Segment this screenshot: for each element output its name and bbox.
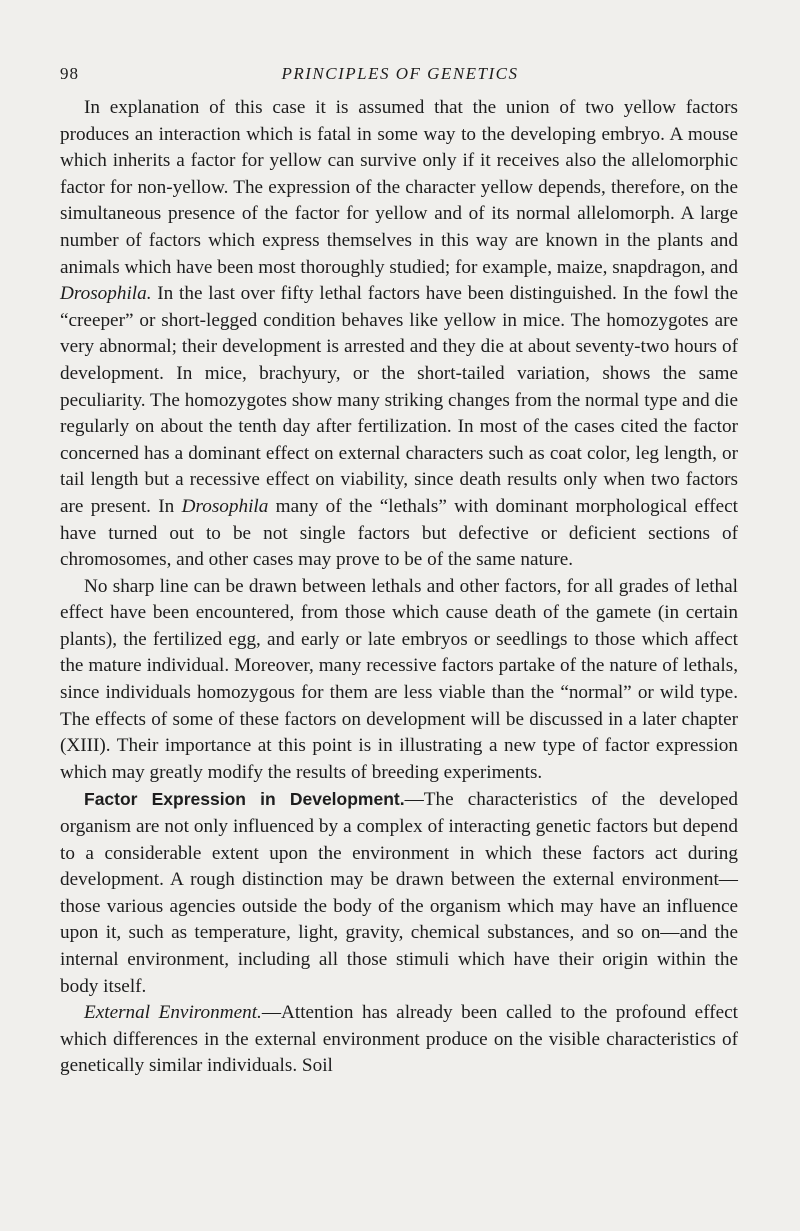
paragraph-text: No sharp line can be drawn between lethals and other factors, for all grades of lethal effect have been encountered, from those which cause death of the gamete (in certain plants), the fertilized egg, and early or late embryos or seedlings to those which affect the mature individual. Moreover, many recessive factors partake of the nature of lethals, since individuals homozygous for them are less viable than the “normal” or wild type. The effects of some of these factors on development will be discussed in a later chapter (XIII). Their importance at this point is in illustrating a new type of factor expression which may greatly modify the results of breeding experiments. [60,575,738,783]
paragraph-text: —Attention has already been called to the profound effect which differences in the external environment produce on the visible characteristics of genetically similar individuals. Soil [60,1002,738,1077]
paragraph-text: In the last over fifty lethal factors have been distinguished. In the fowl the “creeper” or short-legged condition behaves like yellow in mice. The homozygotes are very abnormal; their development is arrested and they die at about seventy-two hours of development. In mice, brachyury, or the short-tailed variation, shows the same peculiarity. The homozygotes show many striking changes from the normal type and die regularly on about the tenth day after fertilization. In most of the cases cited the factor concerned has a dominant effect on external characters such as coat color, leg length, or tail length but a recessive effect on viability, since death results only when two factors are present. In [60,283,738,517]
paragraph-external-environment [60,1000,738,1080]
running-head: PRINCIPLES OF GENETICS [281,64,519,83]
section-heading: Factor Expression in Development. [84,789,405,810]
italic-term: Drosophila. [60,283,152,305]
italic-term: Drosophila [181,495,269,517]
paragraph-text: In explanation of this case it is assumed that the union of two yellow factors produces an interaction which is fatal in some way to the developing embryo. A mouse which inherits a factor for yellow can survive only if it receives also the allelomorphic factor for non-yellow. The expression of the character yellow depends, therefore, on the simultaneous presence of the factor for yellow and of its normal allelomorph. A large number of factors which express themselves in this way are known in the plants and animals which have been most thoroughly studied; for example, maize, snapdragon, and [60,97,738,278]
paragraph-yellow-lethal [60,95,738,574]
page-number: 98 [60,64,79,83]
paragraph-factor-expression [60,786,738,1000]
subsection-heading: External Environment. [84,1002,262,1024]
paragraph-text: —The characteristics of the developed organism are not only influenced by a complex of interacting genetic factors but depend to a considerable extent upon the environment in which these factors act during development. A rough distinction may be drawn between the external environment—those various agencies outside the body of the organism which may have an influence upon it, such as temperature, light, gravity, chemical substances, and so on—and the internal environment, including all those stimuli which have their origin within the body itself. [60,789,738,997]
paragraph-text: many of the “lethals” with dominant morphological effect have turned out to be not single factors but defective or deficient sections of chromosomes, and other cases may prove to be of the same nature. [60,495,738,571]
page-header [60,64,740,90]
body-text [60,95,738,1080]
paragraph-lethal-grades [60,574,738,787]
